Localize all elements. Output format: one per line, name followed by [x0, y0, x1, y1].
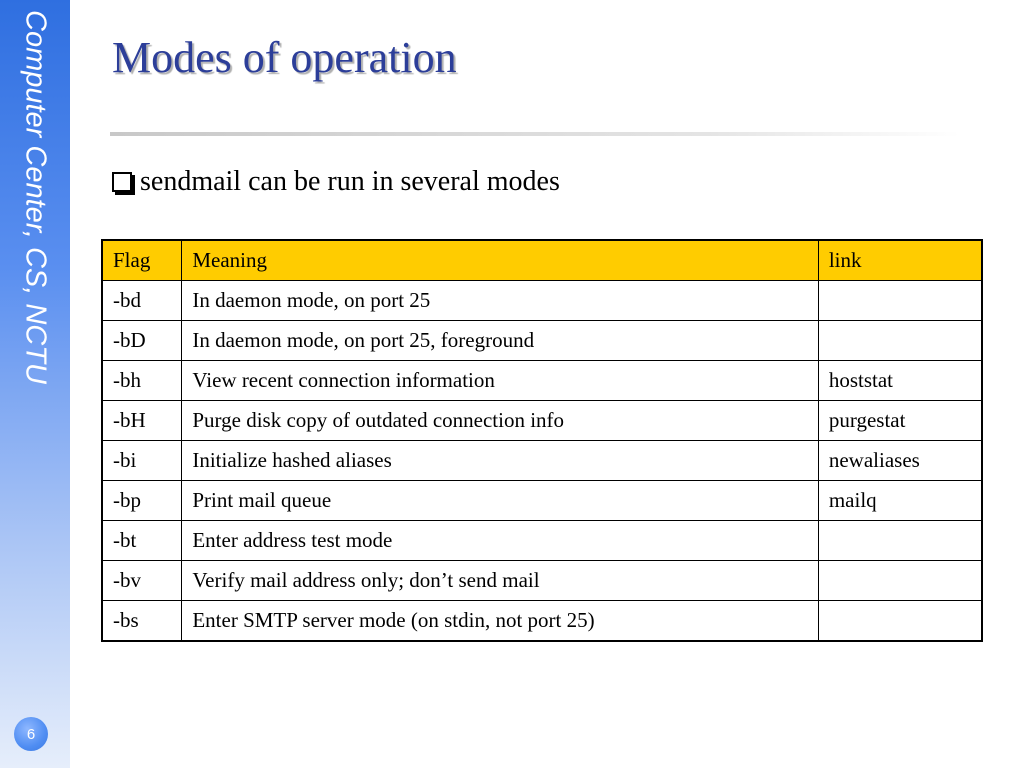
flag-cell: -bi	[102, 441, 182, 481]
flag-cell: -bD	[102, 321, 182, 361]
bullet-item	[112, 166, 560, 198]
page-number-badge: 6	[14, 717, 48, 751]
flag-cell: -bH	[102, 401, 182, 441]
meaning-cell: View recent connection information	[182, 361, 819, 401]
link-cell	[818, 281, 982, 321]
table-row	[102, 401, 982, 441]
sidebar-band	[0, 0, 70, 768]
meaning-cell: Enter address test mode	[182, 521, 819, 561]
modes-table	[101, 239, 983, 642]
flag-cell: -bs	[102, 601, 182, 642]
header-meaning: Meaning	[182, 240, 819, 281]
link-cell	[818, 601, 982, 642]
table-row	[102, 561, 982, 601]
flag-cell: -bt	[102, 521, 182, 561]
flag-cell: -bd	[102, 281, 182, 321]
title-divider	[110, 132, 960, 136]
flag-cell: -bp	[102, 481, 182, 521]
slide-title: Modes of operation	[112, 33, 457, 82]
meaning-cell: Verify mail address only; don’t send mail	[182, 561, 819, 601]
table-header-row	[102, 240, 982, 281]
link-cell	[818, 521, 982, 561]
meaning-cell: Purge disk copy of outdated connection info	[182, 401, 819, 441]
meaning-cell: Initialize hashed aliases	[182, 441, 819, 481]
meaning-cell: Enter SMTP server mode (on stdin, not port 25)	[182, 601, 819, 642]
meaning-cell: Print mail queue	[182, 481, 819, 521]
bullet-text: sendmail can be run in several modes	[140, 166, 560, 197]
header-flag: Flag	[102, 240, 182, 281]
flag-cell: -bv	[102, 561, 182, 601]
link-cell: hoststat	[818, 361, 982, 401]
header-link: link	[818, 240, 982, 281]
table-row	[102, 361, 982, 401]
sidebar-text: Computer Center, CS, NCTU	[19, 10, 52, 384]
link-cell	[818, 561, 982, 601]
flag-cell: -bh	[102, 361, 182, 401]
link-cell: purgestat	[818, 401, 982, 441]
meaning-cell: In daemon mode, on port 25	[182, 281, 819, 321]
link-cell: mailq	[818, 481, 982, 521]
table-row	[102, 281, 982, 321]
table-row	[102, 481, 982, 521]
table-row	[102, 601, 982, 642]
checkbox-bullet-icon	[112, 172, 132, 192]
link-cell: newaliases	[818, 441, 982, 481]
table-row	[102, 521, 982, 561]
table-row	[102, 441, 982, 481]
link-cell	[818, 321, 982, 361]
table-row	[102, 321, 982, 361]
meaning-cell: In daemon mode, on port 25, foreground	[182, 321, 819, 361]
